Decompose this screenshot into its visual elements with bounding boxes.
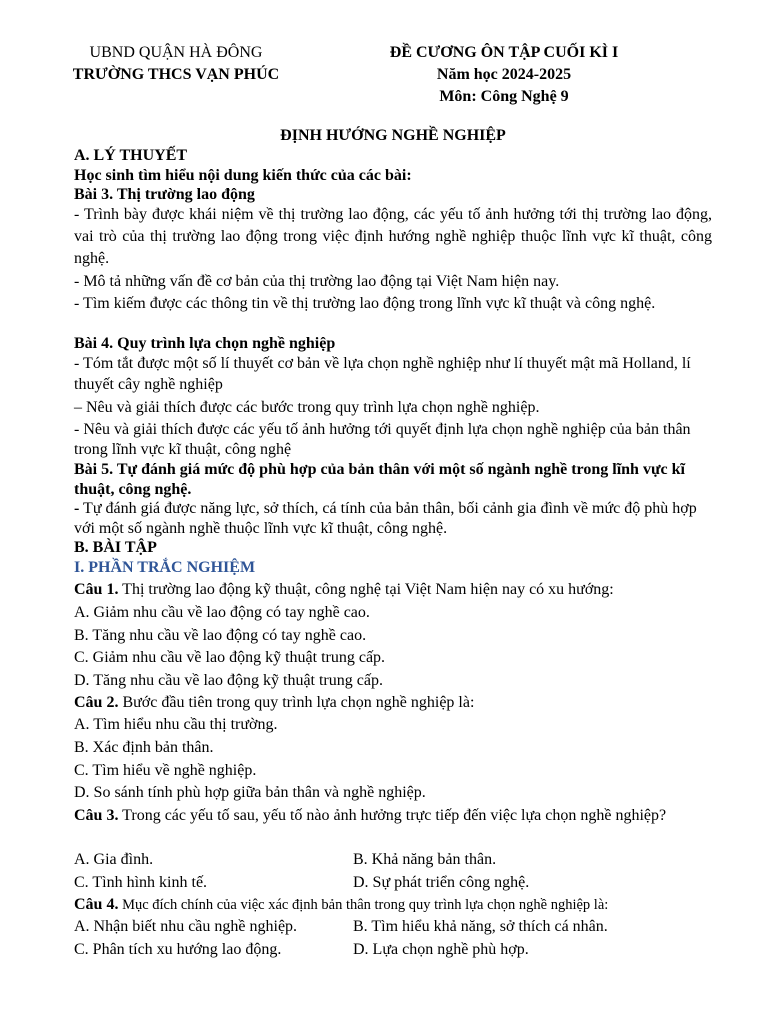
question-1 (74, 579, 712, 601)
q1-option-c: C. Giảm nhu cầu về lao động kỹ thuật trung cấp. (74, 649, 386, 666)
theory-intro: Học sinh tìm hiểu nội dung kiến thức của các bài: (74, 167, 412, 184)
school-year: Năm học 2024-2025 (436, 66, 572, 83)
q3-option-c: C. Tình hình kinh tế. (74, 874, 208, 891)
q4-option-d: D. Lựa chọn nghề phù hợp. (353, 941, 529, 958)
q3-option-d: D. Sự phát triển công nghệ. (353, 874, 530, 891)
q1-option-a: A. Giảm nhu cầu về lao động có tay nghề cao. (74, 604, 370, 621)
bai3-point-2: - Mô tả những vấn đề cơ bản của thị trường lao động tại Việt Nam hiện nay. (74, 273, 560, 290)
q1-option-b: B. Tăng nhu cầu về lao động có tay nghề cao. (74, 627, 367, 644)
subject: Môn: Công Nghệ 9 (439, 88, 569, 105)
q4-option-c: C. Phân tích xu hướng lao động. (74, 941, 282, 958)
bai5-dash: - (74, 500, 80, 517)
q2-text: Bước đầu tiên trong quy trình lựa chọn nghề nghiệp là: (118, 694, 475, 711)
mc-heading: I. PHẦN TRẮC NGHIỆM (74, 559, 256, 576)
bai5-title: Bài 5. Tự đánh giá mức độ phù hợp của bản thân với một số ngành nghề trong lĩnh vực kĩ thuật, công nghệ. (74, 461, 685, 498)
q2-option-a: A. Tìm hiểu nhu cầu thị trường. (74, 716, 278, 733)
q4-option-b: B. Tìm hiểu khả năng, sở thích cá nhân. (353, 918, 608, 935)
q2-option-c: C. Tìm hiểu về nghề nghiệp. (74, 762, 257, 779)
q1-text: Thị trường lao động kỹ thuật, công nghệ tại Việt Nam hiện nay có xu hướng: (118, 581, 614, 598)
q4-option-a: A. Nhận biết nhu cầu nghề nghiệp. (74, 918, 298, 935)
q3-option-b: B. Khả năng bản thân. (353, 851, 497, 868)
bai3-point-3: - Tìm kiếm được các thông tin về thị trường lao động trong lĩnh vực kĩ thuật và công nghệ. (74, 295, 656, 312)
q2-label: Câu 2. (74, 694, 119, 711)
section-a-heading: A. LÝ THUYẾT (74, 147, 188, 164)
bai5-point-1-text: Tự đánh giá được năng lực, sở thích, cá tính của bản thân, bối cảnh gia đình về mức độ phù hợp với một số ngành nghề thuộc lĩnh vực kĩ thuật, công nghệ. (74, 500, 697, 537)
outline-title: ĐỀ CƯƠNG ÔN TẬP CUỐI KÌ I (389, 44, 619, 61)
section-b-heading: B. BÀI TẬP (74, 539, 157, 556)
bai3-title: Bài 3. Thị trường lao động (74, 186, 255, 203)
doc-title: ĐỊNH HƯỚNG NGHỀ NGHIỆP (280, 127, 506, 144)
bai4-title: Bài 4. Quy trình lựa chọn nghề nghiệp (74, 335, 336, 352)
bai3-point-1: - Trình bày được khái niệm về thị trường lao động, các yếu tố ảnh hưởng tới thị trường lao động, vai trò của thị trường lao động trong việc định hướng nghề nghiệp thuộc lĩnh vực kĩ thuật, công nghệ. (74, 206, 712, 267)
school-name: TRƯỜNG THCS VẠN PHÚC (72, 66, 280, 83)
question-2 (74, 692, 712, 714)
bai5-point-1 (74, 499, 712, 539)
q1-label: Câu 1. (74, 581, 119, 598)
q4-text: Mục đích chính của việc xác định bản thân trong quy trình lựa chọn nghề nghiệp là: (118, 897, 609, 913)
q3-text: Trong các yếu tố sau, yếu tố nào ảnh hưởng trực tiếp đến việc lựa chọn nghề nghiệp? (118, 807, 667, 824)
q4-label: Câu 4. (74, 896, 119, 913)
district-name: UBND QUẬN HÀ ĐÔNG (89, 44, 263, 61)
q3-label: Câu 3. (74, 807, 119, 824)
question-4 (74, 894, 712, 916)
question-3 (74, 805, 712, 827)
q3-option-a: A. Gia đình. (74, 851, 154, 868)
bai4-point-2: – Nêu và giải thích được các bước trong quy trình lựa chọn nghề nghiệp. (74, 399, 540, 416)
bai4-point-1: - Tóm tắt được một số lí thuyết cơ bản về lựa chọn nghề nghiệp như lí thuyết mật mã Holland, lí thuyết cây nghề nghiệp (74, 355, 691, 393)
q1-option-d: D. Tăng nhu cầu về lao động kỹ thuật trung cấp. (74, 672, 383, 689)
bai4-point-3: - Nêu và giải thích được các yếu tố ảnh hưởng tới quyết định lựa chọn nghề nghiệp của bản thân trong lĩnh vực kĩ thuật, công nghệ (74, 421, 691, 458)
q2-option-d: D. So sánh tính phù hợp giữa bản thân và nghề nghiệp. (74, 784, 426, 801)
q2-option-b: B. Xác định bản thân. (74, 739, 214, 756)
